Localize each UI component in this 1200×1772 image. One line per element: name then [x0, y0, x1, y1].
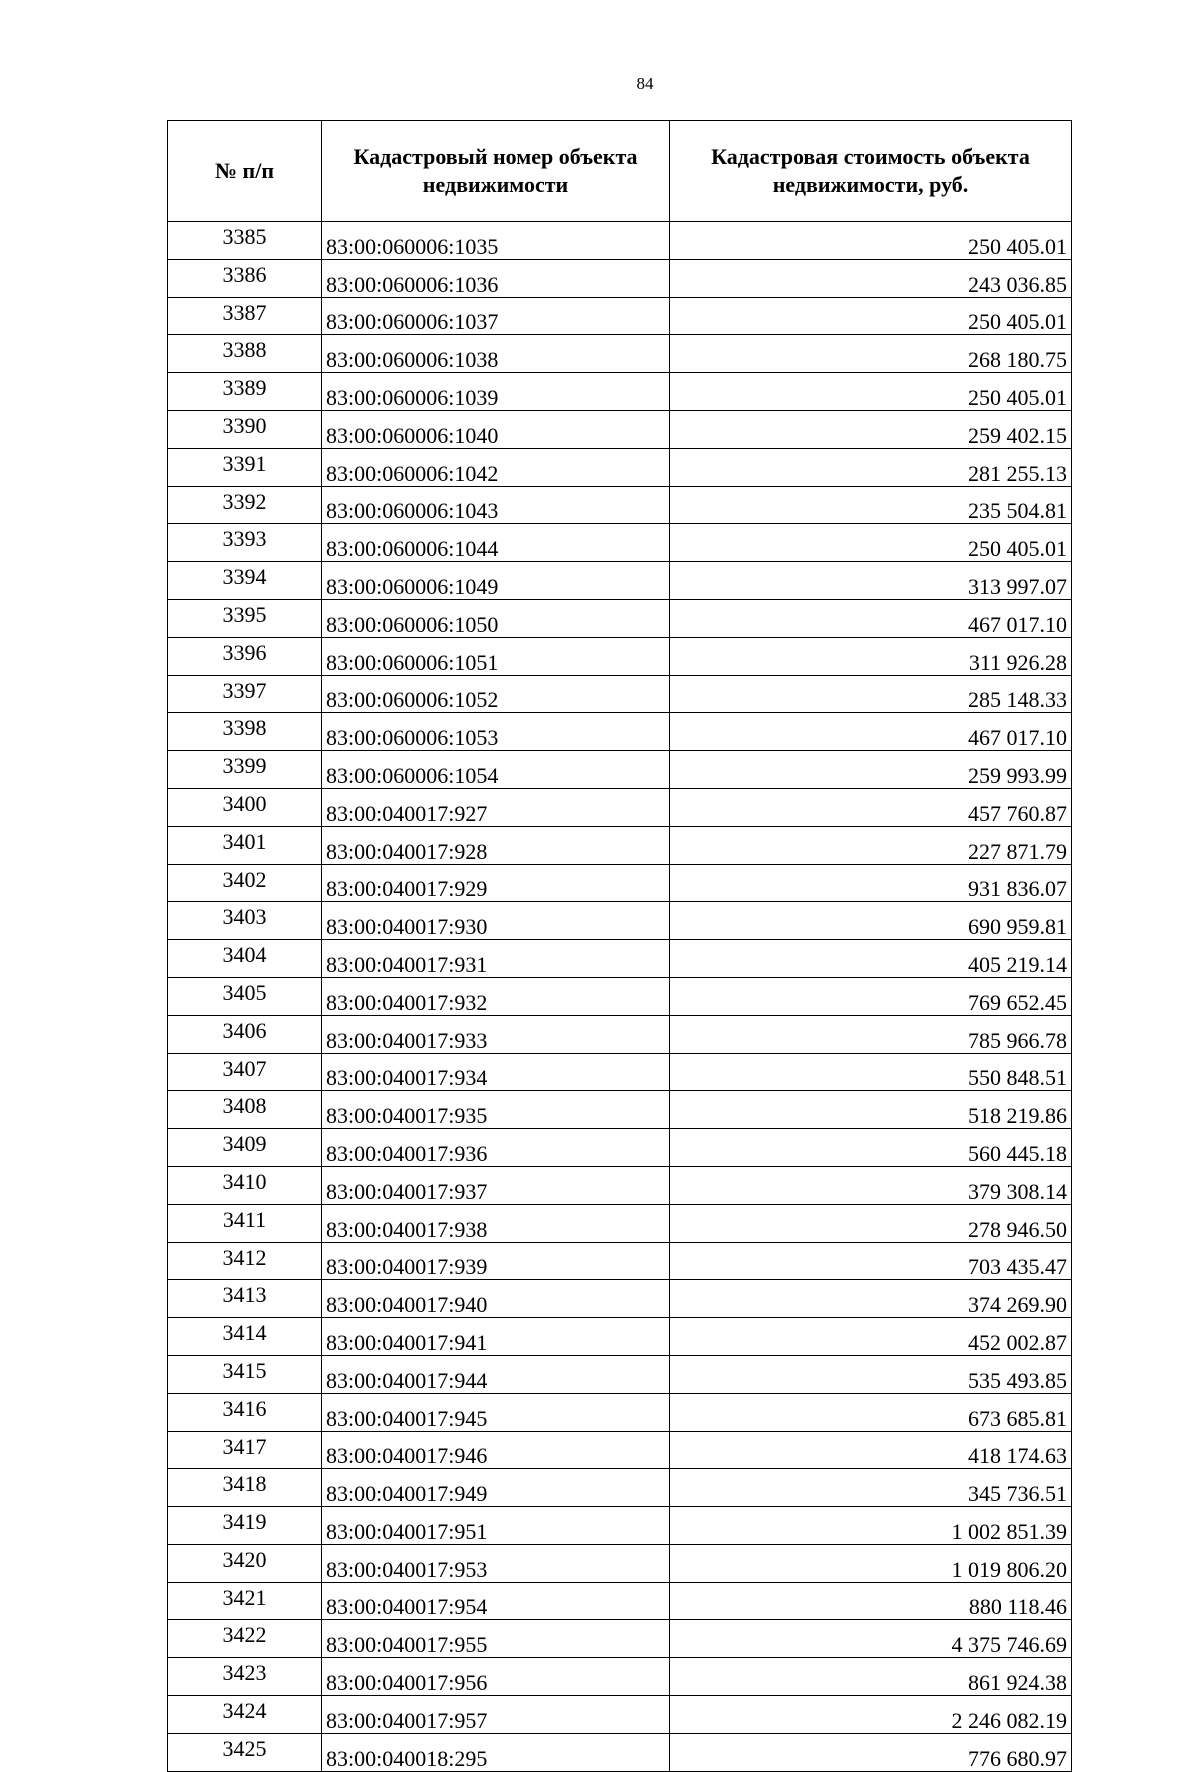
- cadastral-number-cell: 83:00:060006:1051: [322, 637, 670, 675]
- row-number-cell: 3401: [168, 826, 322, 864]
- cadastral-number-cell: 83:00:040017:953: [322, 1544, 670, 1582]
- cadastral-number-cell: 83:00:040017:932: [322, 977, 670, 1015]
- cadastral-value-cell: 560 445.18: [670, 1129, 1072, 1167]
- row-number-cell: 3400: [168, 788, 322, 826]
- table-row: [168, 713, 1072, 751]
- table-row: [168, 1620, 1072, 1658]
- cadastral-number-cell: 83:00:060006:1054: [322, 751, 670, 789]
- cadastral-number-cell: 83:00:060006:1037: [322, 297, 670, 335]
- table-row: [168, 1091, 1072, 1129]
- table-row: [168, 940, 1072, 978]
- table-row: [168, 1355, 1072, 1393]
- cadastral-value-cell: 467 017.10: [670, 713, 1072, 751]
- row-number-cell: 3388: [168, 335, 322, 373]
- cadastral-number-cell: 83:00:040017:937: [322, 1166, 670, 1204]
- cadastral-number-cell: 83:00:060006:1039: [322, 373, 670, 411]
- cadastral-value-cell: 861 924.38: [670, 1658, 1072, 1696]
- cadastral-value-cell: 673 685.81: [670, 1393, 1072, 1431]
- cadastral-number-cell: 83:00:040017:927: [322, 788, 670, 826]
- table-row: [168, 751, 1072, 789]
- cadastral-value-cell: 418 174.63: [670, 1431, 1072, 1469]
- table-row: [168, 1204, 1072, 1242]
- cadastral-value-cell: 259 993.99: [670, 751, 1072, 789]
- cadastral-number-cell: 83:00:040017:931: [322, 940, 670, 978]
- cadastral-number-cell: 83:00:060006:1040: [322, 410, 670, 448]
- cadastral-number-cell: 83:00:060006:1050: [322, 599, 670, 637]
- row-number-cell: 3417: [168, 1431, 322, 1469]
- row-number-cell: 3395: [168, 599, 322, 637]
- row-number-cell: 3404: [168, 940, 322, 978]
- row-number-cell: 3391: [168, 448, 322, 486]
- row-number-cell: 3422: [168, 1620, 322, 1658]
- cadastral-value-cell: 285 148.33: [670, 675, 1072, 713]
- cadastral-number-cell: 83:00:040017:944: [322, 1355, 670, 1393]
- cadastral-number-cell: 83:00:040017:951: [322, 1507, 670, 1545]
- cadastral-value-cell: 785 966.78: [670, 1015, 1072, 1053]
- table-row: [168, 1658, 1072, 1696]
- cadastral-number-cell: 83:00:060006:1042: [322, 448, 670, 486]
- cadastral-value-cell: 518 219.86: [670, 1091, 1072, 1129]
- row-number-cell: 3389: [168, 373, 322, 411]
- row-number-cell: 3403: [168, 902, 322, 940]
- table-row: [168, 1242, 1072, 1280]
- table-header: [168, 121, 1072, 222]
- row-number-cell: 3392: [168, 486, 322, 524]
- cadastral-value-cell: 250 405.01: [670, 222, 1072, 260]
- cadastral-value-cell: 374 269.90: [670, 1280, 1072, 1318]
- cadastral-value-cell: 278 946.50: [670, 1204, 1072, 1242]
- row-number-cell: 3424: [168, 1696, 322, 1734]
- cadastral-value-cell: 4 375 746.69: [670, 1620, 1072, 1658]
- row-number-cell: 3418: [168, 1469, 322, 1507]
- table-row: [168, 788, 1072, 826]
- table-row: [168, 675, 1072, 713]
- cadastral-number-cell: 83:00:040017:933: [322, 1015, 670, 1053]
- cadastral-number-cell: 83:00:060006:1044: [322, 524, 670, 562]
- table-row: [168, 1696, 1072, 1734]
- table-row: [168, 1507, 1072, 1545]
- cadastral-value-cell: 690 959.81: [670, 902, 1072, 940]
- cadastral-number-cell: 83:00:040017:930: [322, 902, 670, 940]
- row-number-cell: 3411: [168, 1204, 322, 1242]
- table-row: [168, 297, 1072, 335]
- row-number-cell: 3408: [168, 1091, 322, 1129]
- cadastral-value-cell: 250 405.01: [670, 297, 1072, 335]
- table-row: [168, 1469, 1072, 1507]
- table-row: [168, 1166, 1072, 1204]
- row-number-cell: 3416: [168, 1393, 322, 1431]
- cadastral-number-cell: 83:00:040017:934: [322, 1053, 670, 1091]
- cadastral-value-cell: 467 017.10: [670, 599, 1072, 637]
- row-number-cell: 3393: [168, 524, 322, 562]
- cadastral-number-cell: 83:00:040017:939: [322, 1242, 670, 1280]
- table-row: [168, 486, 1072, 524]
- cadastral-value-cell: 931 836.07: [670, 864, 1072, 902]
- cadastral-value-cell: 345 736.51: [670, 1469, 1072, 1507]
- cadastral-value-cell: 1 019 806.20: [670, 1544, 1072, 1582]
- row-number-cell: 3407: [168, 1053, 322, 1091]
- cadastral-number-cell: 83:00:060006:1038: [322, 335, 670, 373]
- cadastral-value-cell: 452 002.87: [670, 1318, 1072, 1356]
- table-row: [168, 410, 1072, 448]
- table-row: [168, 977, 1072, 1015]
- cadastral-value-cell: 1 002 851.39: [670, 1507, 1072, 1545]
- table-row: [168, 1280, 1072, 1318]
- row-number-cell: 3396: [168, 637, 322, 675]
- cadastral-value-cell: 250 405.01: [670, 373, 1072, 411]
- table-row: [168, 1393, 1072, 1431]
- cadastral-number-cell: 83:00:040017:936: [322, 1129, 670, 1167]
- cadastral-number-cell: 83:00:060006:1036: [322, 259, 670, 297]
- cadastral-value-cell: 405 219.14: [670, 940, 1072, 978]
- table-row: [168, 222, 1072, 260]
- cadastral-number-cell: 83:00:060006:1049: [322, 562, 670, 600]
- cadastral-value-cell: 550 848.51: [670, 1053, 1072, 1091]
- table-row: [168, 1582, 1072, 1620]
- table-row: [168, 1544, 1072, 1582]
- cadastral-number-cell: 83:00:040017:957: [322, 1696, 670, 1734]
- cadastral-number-cell: 83:00:040017:941: [322, 1318, 670, 1356]
- table-row: [168, 259, 1072, 297]
- table-row: [168, 448, 1072, 486]
- row-number-cell: 3405: [168, 977, 322, 1015]
- row-number-cell: 3398: [168, 713, 322, 751]
- cadastral-value-cell: 313 997.07: [670, 562, 1072, 600]
- row-number-cell: 3397: [168, 675, 322, 713]
- cadastral-value-cell: 281 255.13: [670, 448, 1072, 486]
- cadastral-value-cell: 259 402.15: [670, 410, 1072, 448]
- table-row: [168, 1053, 1072, 1091]
- row-number-cell: 3385: [168, 222, 322, 260]
- row-number-cell: 3386: [168, 259, 322, 297]
- table-row: [168, 562, 1072, 600]
- table-row: [168, 637, 1072, 675]
- table-row: [168, 902, 1072, 940]
- table-row: [168, 1129, 1072, 1167]
- table-row: [168, 826, 1072, 864]
- cadastral-value-cell: 227 871.79: [670, 826, 1072, 864]
- row-number-cell: 3406: [168, 1015, 322, 1053]
- row-number-cell: 3394: [168, 562, 322, 600]
- cadastral-number-cell: 83:00:040017:956: [322, 1658, 670, 1696]
- cadastral-number-cell: 83:00:060006:1053: [322, 713, 670, 751]
- cadastral-number-cell: 83:00:040017:940: [322, 1280, 670, 1318]
- table-row: [168, 1733, 1072, 1771]
- cadastral-number-cell: 83:00:040017:935: [322, 1091, 670, 1129]
- row-number-cell: 3423: [168, 1658, 322, 1696]
- cadastral-value-cell: 769 652.45: [670, 977, 1072, 1015]
- cadastral-number-cell: 83:00:040017:929: [322, 864, 670, 902]
- cadastral-value-cell: 268 180.75: [670, 335, 1072, 373]
- cadastral-number-cell: 83:00:040017:938: [322, 1204, 670, 1242]
- table-row: [168, 599, 1072, 637]
- cadastral-number-cell: 83:00:040017:949: [322, 1469, 670, 1507]
- cadastral-number-cell: 83:00:060006:1035: [322, 222, 670, 260]
- table-row: [168, 864, 1072, 902]
- cadastral-value-cell: 703 435.47: [670, 1242, 1072, 1280]
- cadastral-number-cell: 83:00:040017:955: [322, 1620, 670, 1658]
- page-number: 84: [636, 74, 654, 93]
- cadastral-number-cell: 83:00:040017:946: [322, 1431, 670, 1469]
- row-number-cell: 3425: [168, 1733, 322, 1771]
- row-number-cell: 3409: [168, 1129, 322, 1167]
- cadastral-value-cell: 457 760.87: [670, 788, 1072, 826]
- cadastral-number-cell: 83:00:040018:295: [322, 1733, 670, 1771]
- row-number-cell: 3412: [168, 1242, 322, 1280]
- cadastral-number-cell: 83:00:040017:954: [322, 1582, 670, 1620]
- row-number-cell: 3413: [168, 1280, 322, 1318]
- table-body: [168, 222, 1072, 1772]
- row-number-cell: 3410: [168, 1166, 322, 1204]
- table-row: [168, 1318, 1072, 1356]
- cadastral-value-cell: 250 405.01: [670, 524, 1072, 562]
- cadastral-value-cell: 311 926.28: [670, 637, 1072, 675]
- column-header-number: № п/п: [168, 121, 322, 222]
- cadastral-value-cell: 535 493.85: [670, 1355, 1072, 1393]
- cadastral-value-cell: 2 246 082.19: [670, 1696, 1072, 1734]
- row-number-cell: 3419: [168, 1507, 322, 1545]
- row-number-cell: 3421: [168, 1582, 322, 1620]
- header-row: [168, 121, 1072, 222]
- cadastral-value-cell: 243 036.85: [670, 259, 1072, 297]
- cadastral-value-table: [167, 120, 1072, 1772]
- table-row: [168, 335, 1072, 373]
- table-row: [168, 524, 1072, 562]
- row-number-cell: 3414: [168, 1318, 322, 1356]
- table-row: [168, 1431, 1072, 1469]
- row-number-cell: 3387: [168, 297, 322, 335]
- cadastral-value-cell: 880 118.46: [670, 1582, 1072, 1620]
- table-row: [168, 1015, 1072, 1053]
- cadastral-number-cell: 83:00:060006:1052: [322, 675, 670, 713]
- cadastral-value-cell: 235 504.81: [670, 486, 1072, 524]
- cadastral-value-cell: 776 680.97: [670, 1733, 1072, 1771]
- cadastral-number-cell: 83:00:040017:928: [322, 826, 670, 864]
- row-number-cell: 3402: [168, 864, 322, 902]
- cadastral-number-cell: 83:00:040017:945: [322, 1393, 670, 1431]
- row-number-cell: 3420: [168, 1544, 322, 1582]
- row-number-cell: 3415: [168, 1355, 322, 1393]
- table-row: [168, 373, 1072, 411]
- column-header-cadastral-number: Кадастровый номер объекта недвижимости: [322, 121, 670, 222]
- cadastral-number-cell: 83:00:060006:1043: [322, 486, 670, 524]
- row-number-cell: 3390: [168, 410, 322, 448]
- row-number-cell: 3399: [168, 751, 322, 789]
- cadastral-value-cell: 379 308.14: [670, 1166, 1072, 1204]
- column-header-cadastral-value: Кадастровая стоимость объекта недвижимости, руб.: [670, 121, 1072, 222]
